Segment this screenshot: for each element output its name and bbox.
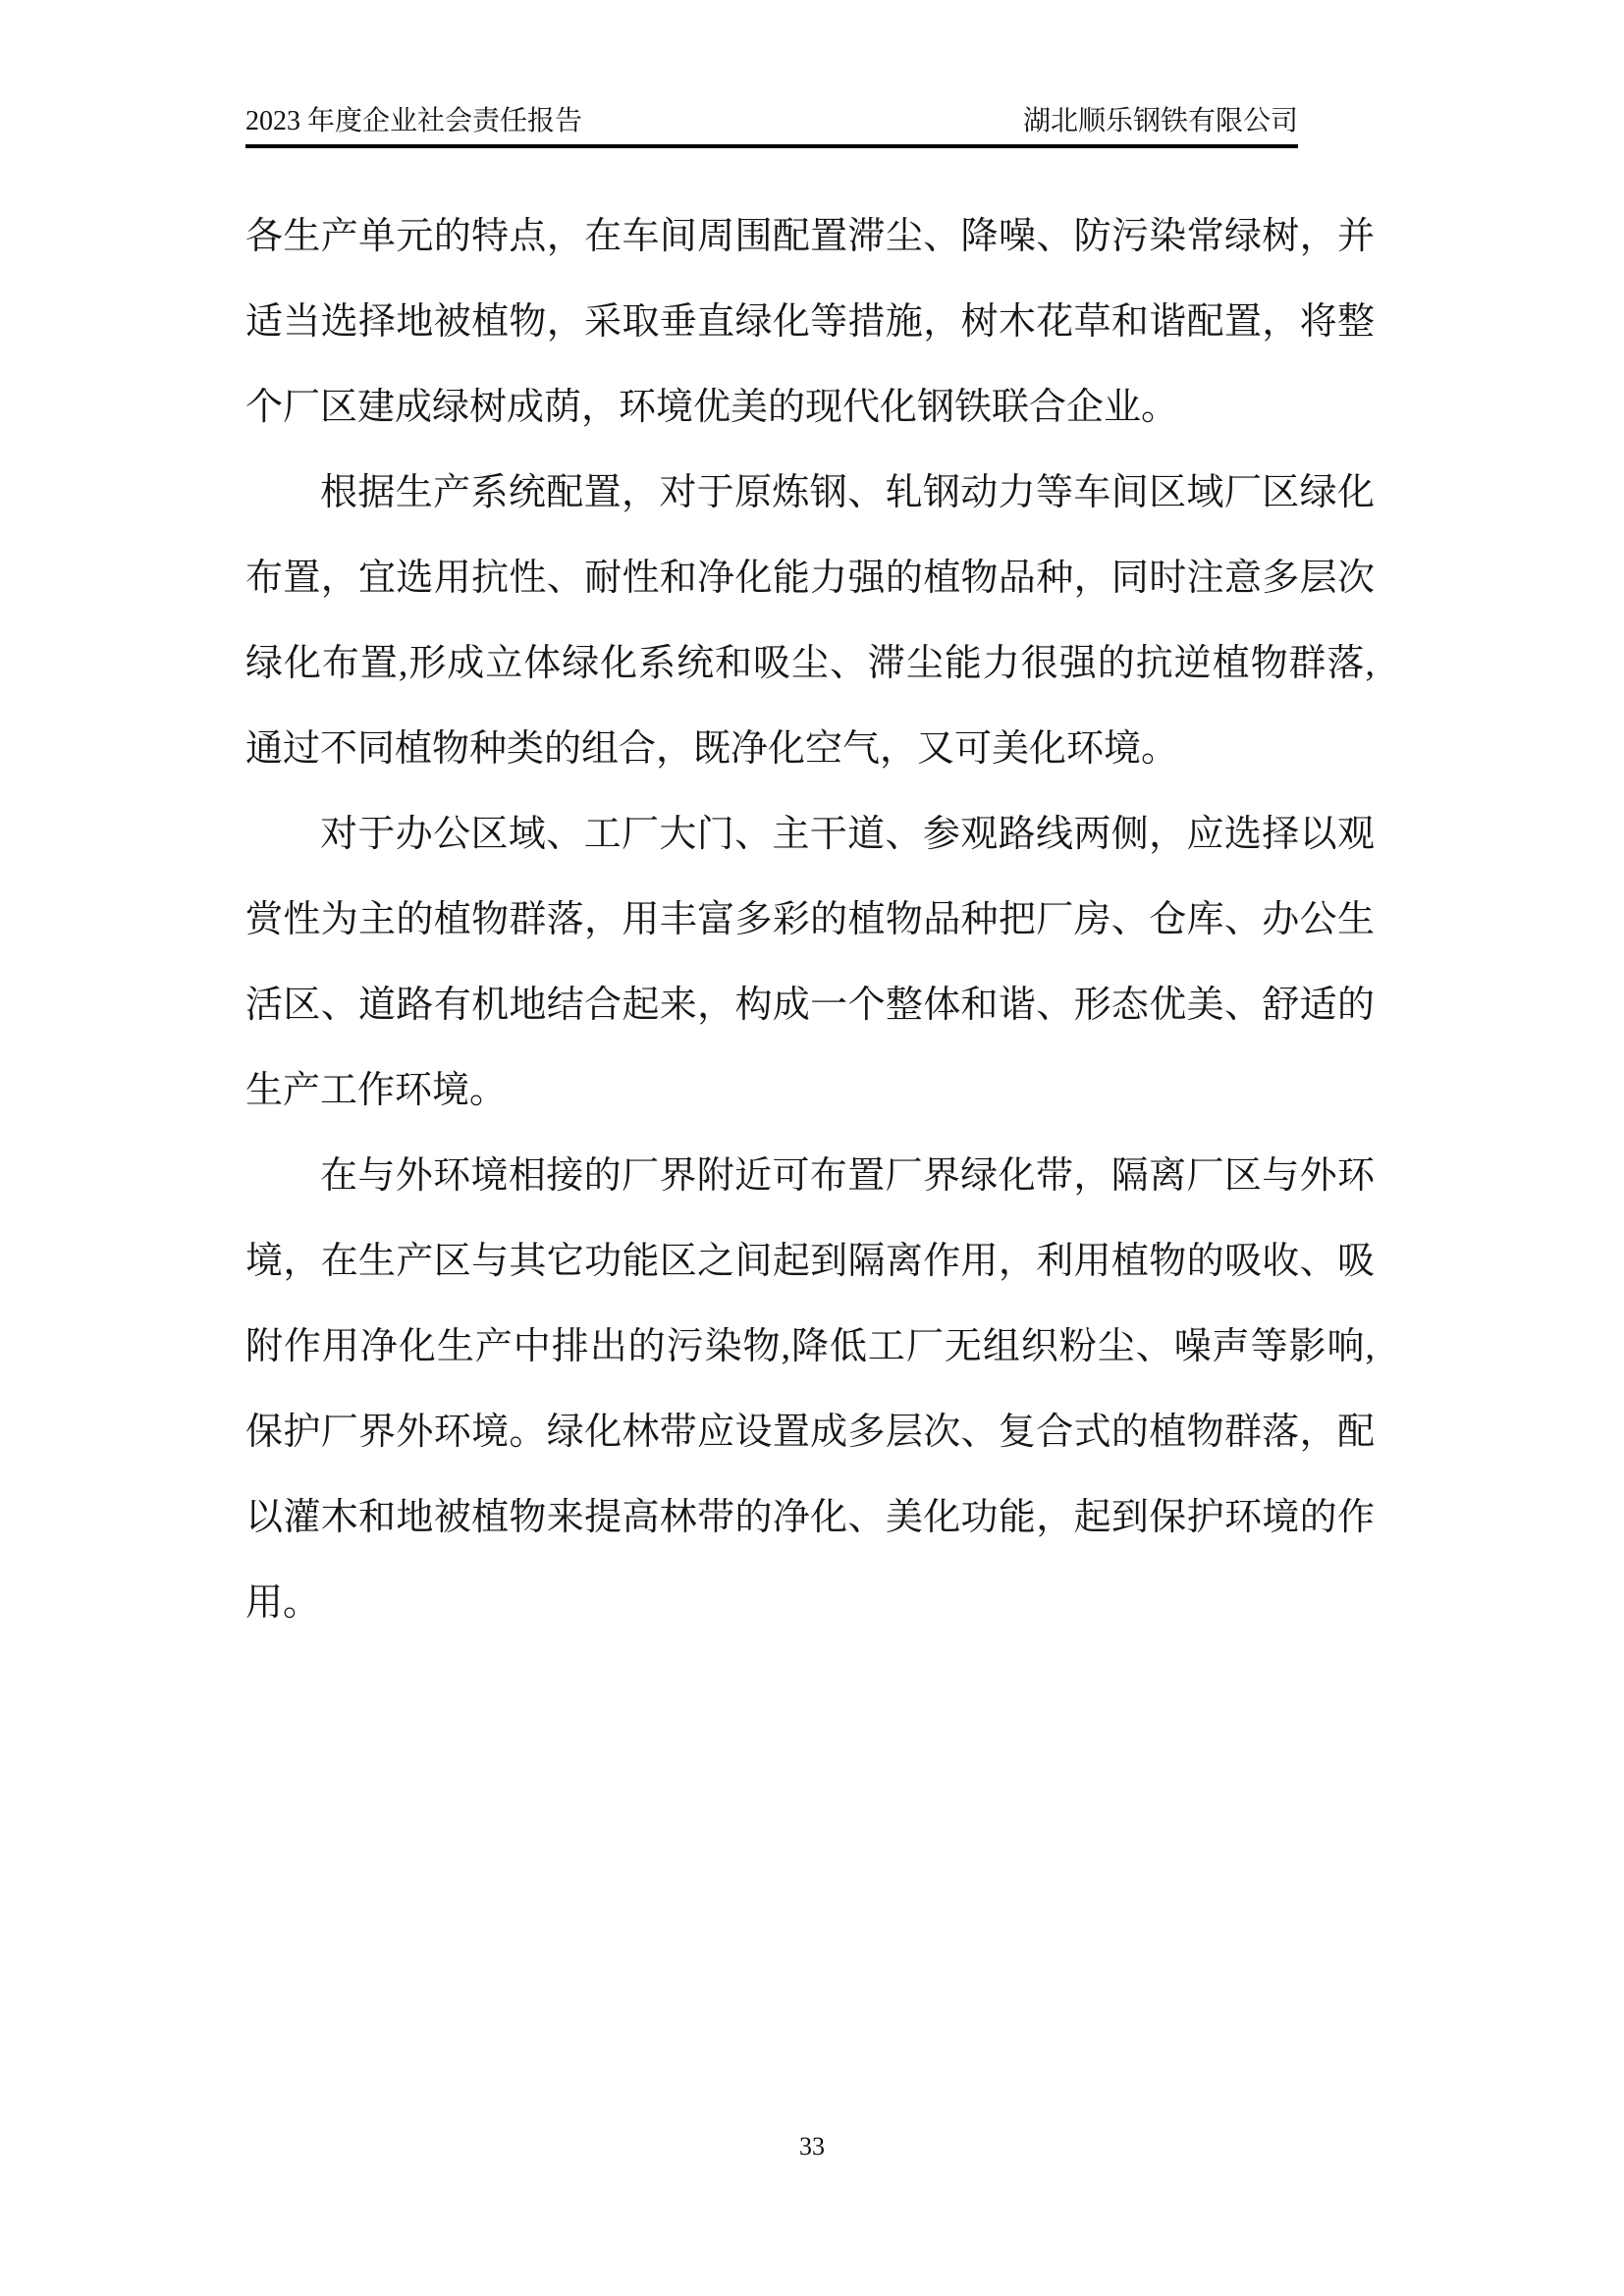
paragraph: 各生产单元的特点，在车间周围配置滞尘、降噪、防污染常绿树，并适当选择地被植物，采取垂直绿化等措施，树木花草和谐配置，将整个厂区建成绿树成荫，环境优美的现代化钢铁联合企业。 [245,216,1375,428]
paragraph: 在与外环境相接的厂界附近可布置厂界绿化带，隔离厂区与外环境，在生产区与其它功能区之间起到隔离作用，利用植物的吸收、吸附作用净化生产中排出的污染物,降低工厂无组织粉尘、噪声等影响,保护厂界外环境。绿化林带应设置成多层次、复合式的植物群落，配以灌木和地被植物来提高林带的净化、美化功能，起到保护环境的作用。 [245,1155,1375,1624]
paragraph: 对于办公区域、工厂大门、主干道、参观路线两侧，应选择以观赏性为主的植物群落，用丰富多彩的植物品种把厂房、仓库、办公生活区、道路有机地结合起来，构成一个整体和谐、形态优美、舒适的生产工作环境。 [245,814,1375,1111]
body-text [245,194,1375,1646]
page-header [245,104,1298,148]
header-company-name: 湖北顺乐钢铁有限公司 [1022,106,1298,136]
page-number: 33 [799,2132,825,2161]
paragraph: 根据生产系统配置，对于原炼钢、轧钢动力等车间区域厂区绿化布置，宜选用抗性、耐性和净化能力强的植物品种，同时注意多层次绿化布置,形成立体绿化系统和吸尘、滞尘能力很强的抗逆植物群落,通过不同植物种类的组合，既净化空气，又可美化环境。 [245,472,1375,770]
header-report-title: 2023 年度企业社会责任报告 [245,106,583,136]
page-footer [0,2132,1624,2162]
